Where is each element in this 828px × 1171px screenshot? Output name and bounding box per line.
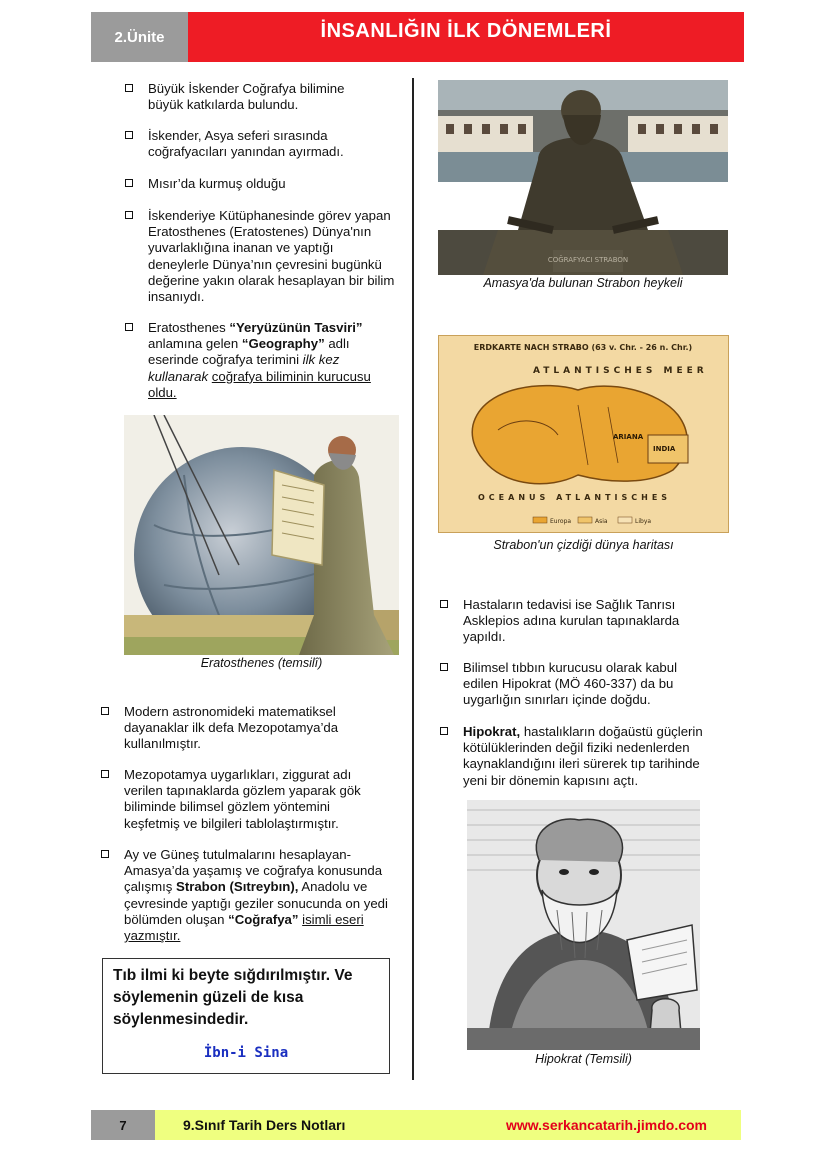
map-title: ERDKARTE NACH STRABO (63 v. Chr. - 26 n. Chr.) <box>473 343 693 352</box>
bullet-text: Ay ve Güneş tutulmalarını hesaplayan- Amasya’da yaşamış ve coğrafya konusunda çalışmış Strabon (Sıtreybın), Anadolu ve çevresinde yaptığı geziler sonucunda on yedi bölümden oluşan “Coğrafya” isimli eseri yazmıştır. <box>124 847 388 944</box>
checkbox-bullet-icon <box>125 131 133 139</box>
hipokrat-caption: Hipokrat (Temsili) <box>535 1052 632 1066</box>
bullet-text: Modern astronomideki matematiksel dayanaklar ilk defa Mezopotamya’da kullanılmıştır. <box>124 704 339 752</box>
checkbox-bullet-icon <box>101 770 109 778</box>
footer-course-title: 9.Sınıf Tarih Ders Notları <box>183 1117 346 1133</box>
page-title: İNSANLIĞIN İLK DÖNEMLERİ <box>188 12 744 62</box>
bullet-iskender-geography <box>125 81 375 113</box>
strabo-world-map <box>438 335 729 533</box>
statue-plate-text: COĞRAFYACI STRABON <box>547 256 629 264</box>
bullet-eratosthenes <box>125 208 395 305</box>
footer-bar <box>155 1110 741 1140</box>
map-label-bottom: OCEANUS ATLANTISCHES <box>478 493 672 502</box>
page-number: 7 <box>91 1110 155 1140</box>
map-label-top: ATLANTISCHES MEER <box>533 366 708 376</box>
bullet-geography-term <box>125 320 393 401</box>
bullet-text: Hipokrat, hastalıkların doğaüstü güçlerin kötülüklerinden değil fiziki nedenlerden kaynaklandığını ileri sürerek tıp tarihinde yeni bir dönemin kapısını açtı. <box>463 724 703 788</box>
quote-box <box>102 958 390 1074</box>
hipokrat-engraving <box>467 800 700 1050</box>
bullet-text: Mısır’da kurmuş olduğu <box>148 176 286 191</box>
quote-text: Tıb ilmi ki beyte sığdırılmıştır. Ve söylemenin güzeli de kısa söylenmesindedir. <box>113 967 353 1028</box>
checkbox-bullet-icon <box>125 179 133 187</box>
bullet-text: İskenderiye Kütüphanesinde görev yapan Eratosthenes (Eratostenes) Dünya'nın yuvarlaklığına inanan ve yaptığı deneylerle Dünya’nın çevresini bugünkü değerine yakın olarak hesaplayan bir bilim insanıydı. <box>148 208 395 305</box>
bullet-egypt <box>125 176 375 192</box>
bullet-text: İskender, Asya seferi sırasında coğrafyacıları yanından ayırmadı. <box>148 128 344 160</box>
bullet-asia-campaign <box>125 128 375 160</box>
map-label-india: INDIA <box>653 445 676 453</box>
eratosthenes-illustration <box>124 415 399 655</box>
map-legend-europe: Europa <box>550 518 572 525</box>
map-legend-asia: Asia <box>595 518 608 525</box>
bullet-asklepios <box>440 597 710 646</box>
bullet-text: Eratosthenes “Yeryüzünün Tasviri” anlamına gelen “Geography” adlı eserinde coğrafya terimini ilk kez kullanarak coğrafya biliminin kurucusu oldu. <box>148 320 371 400</box>
eratosthenes-caption: Eratosthenes (temsilî) <box>200 656 323 670</box>
bullet-hipokrat-theory <box>440 724 722 789</box>
page-header <box>91 12 744 62</box>
checkbox-bullet-icon <box>125 84 133 92</box>
strabon-statue-photo <box>438 80 728 275</box>
bullet-hipokrat-born <box>440 660 705 709</box>
bullet-text: Büyük İskender Coğrafya bilimine büyük katkılarda bulundu. <box>148 81 345 113</box>
page-footer <box>91 1110 741 1140</box>
bullet-text: Bilimsel tıbbın kurucusu olarak kabul edilen Hipokrat (MÖ 460-337) da bu uygarlığın sınırları içinde doğdu. <box>463 660 678 708</box>
map-label-ariana: ARIANA <box>613 433 644 441</box>
checkbox-bullet-icon <box>101 850 109 858</box>
unit-label: 2.Ünite <box>91 12 188 62</box>
map-legend-libya: Libya <box>635 518 652 525</box>
checkbox-bullet-icon <box>440 727 448 735</box>
column-divider <box>412 78 414 1080</box>
bullet-text: Mezopotamya uygarlıkları, ziggurat adı verilen tapınaklarda gözlem yaparak gök biliminde bilimsel gözlem yöntemini keşfetmiş ve bilgileri tablolaştırmıştır. <box>124 767 361 831</box>
bullet-astronomy <box>101 704 366 753</box>
footer-website-link[interactable]: www.serkancatarih.jimdo.com <box>506 1117 707 1133</box>
bullet-strabon <box>101 847 393 944</box>
bullet-ziggurat <box>101 767 371 832</box>
quote-author: İbn-i Sina <box>203 1045 289 1061</box>
checkbox-bullet-icon <box>101 707 109 715</box>
bullet-text: Hastaların tedavisi ise Sağlık Tanrısı Asklepios adına kurulan tapınaklarda yapıldı. <box>463 597 680 645</box>
statue-caption: Amasya'da bulunan Strabon heykeli <box>483 276 683 290</box>
checkbox-bullet-icon <box>440 600 448 608</box>
checkbox-bullet-icon <box>440 663 448 671</box>
map-caption: Strabon'un çizdiği dünya haritası <box>493 538 674 552</box>
checkbox-bullet-icon <box>125 211 133 219</box>
checkbox-bullet-icon <box>125 323 133 331</box>
